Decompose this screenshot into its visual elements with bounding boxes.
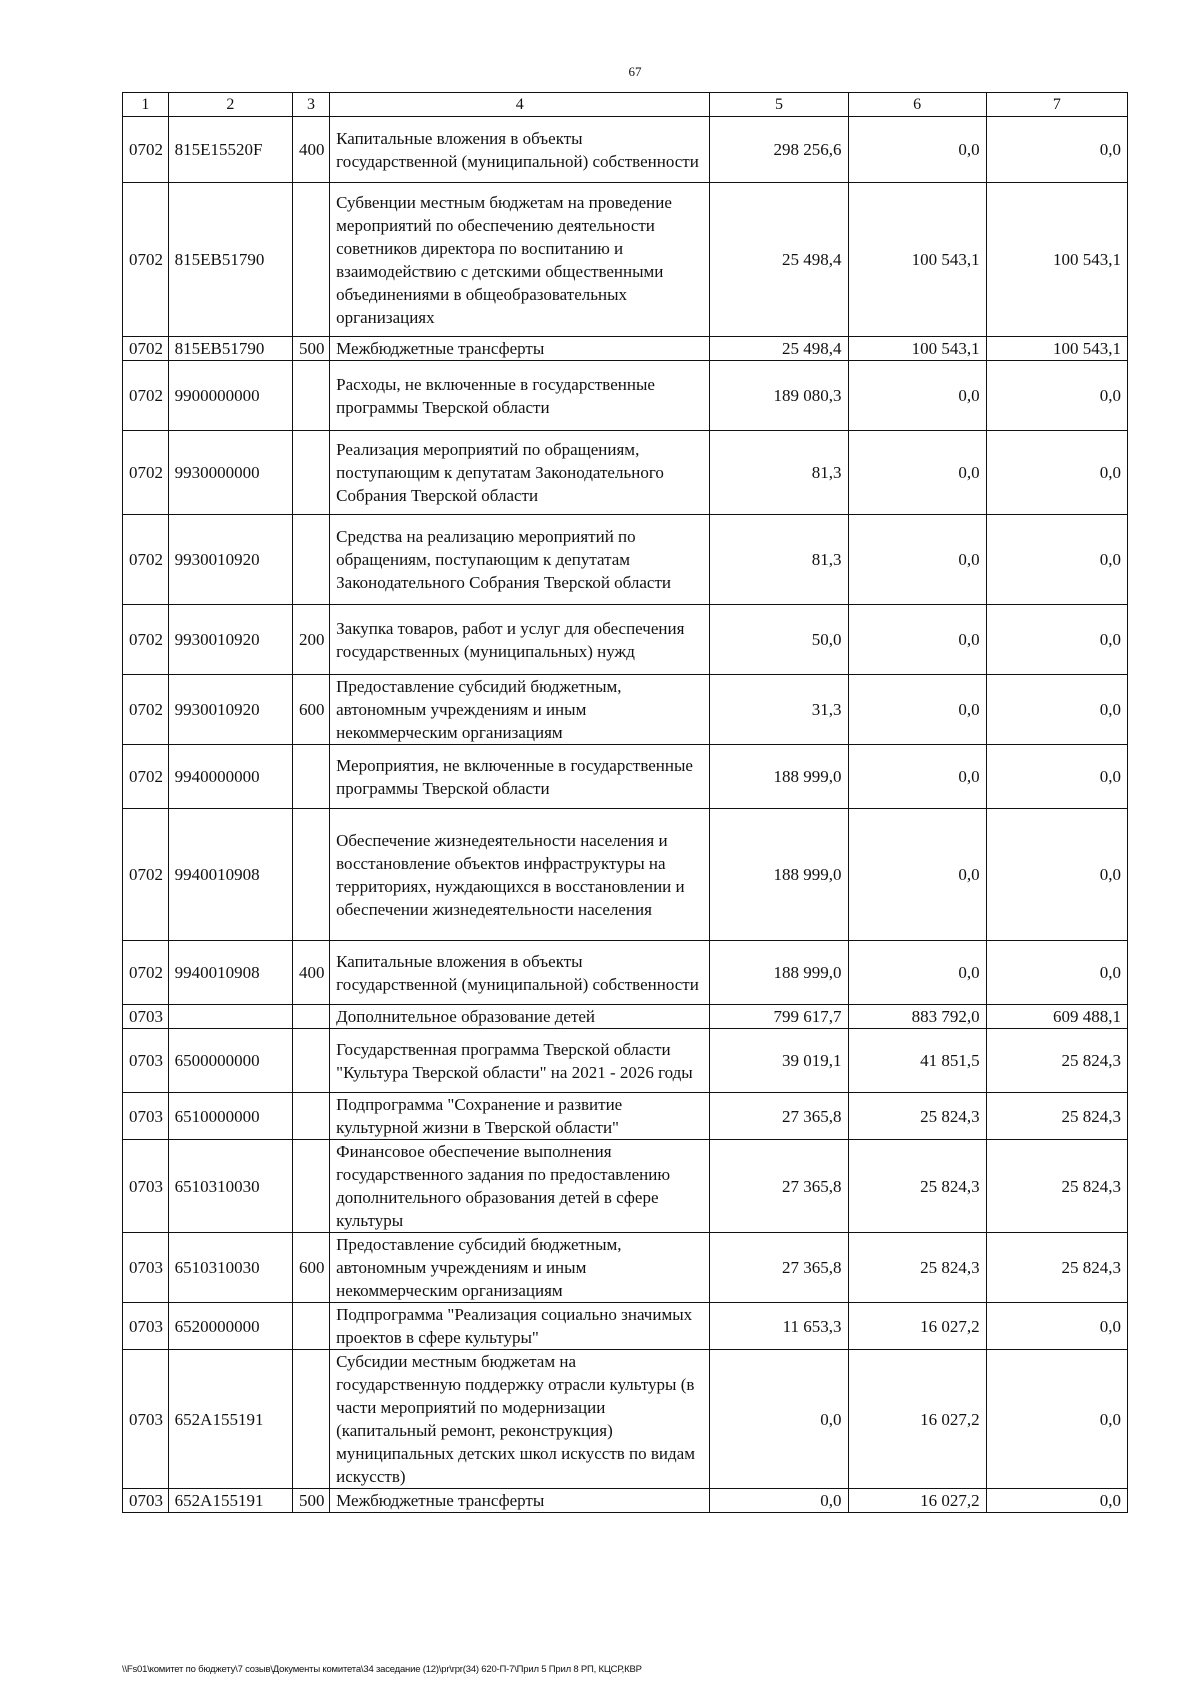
expense-type-code-cell [292, 1005, 329, 1029]
amount-2025-cell: 16 027,2 [848, 1350, 986, 1489]
section-code-cell: 0702 [123, 605, 169, 675]
amount-2025-cell: 25 824,3 [848, 1233, 986, 1303]
expense-type-code-cell [292, 515, 329, 605]
amount-2026-cell: 0,0 [986, 515, 1127, 605]
table-row [123, 745, 1128, 809]
amount-2026-cell: 0,0 [986, 1303, 1127, 1350]
expense-type-code-cell [292, 809, 329, 941]
amount-2024-cell: 799 617,7 [710, 1005, 848, 1029]
expense-type-code-cell [292, 1303, 329, 1350]
amount-2025-cell: 100 543,1 [848, 183, 986, 337]
item-name-cell: Финансовое обеспечение выполнения государственного задания по предоставлению дополнительного образования детей в сфере культуры [330, 1140, 710, 1233]
header-col-2: 2 [168, 93, 292, 117]
amount-2025-cell: 0,0 [848, 361, 986, 431]
section-code-cell: 0702 [123, 337, 169, 361]
budget-table [122, 92, 1128, 1513]
expense-type-code-cell: 500 [292, 1489, 329, 1513]
amount-2025-cell: 0,0 [848, 675, 986, 745]
item-name-cell: Капитальные вложения в объекты государственной (муниципальной) собственности [330, 117, 710, 183]
item-name-cell: Обеспечение жизнедеятельности населения и восстановление объектов инфраструктуры на территориях, нуждающихся в восстановлении и обеспечении жизнедеятельности населения [330, 809, 710, 941]
header-col-1: 1 [123, 93, 169, 117]
amount-2024-cell: 298 256,6 [710, 117, 848, 183]
section-code-cell: 0702 [123, 809, 169, 941]
expense-type-code-cell: 600 [292, 675, 329, 745]
section-code-cell: 0702 [123, 745, 169, 809]
target-article-code-cell: 652A155191 [168, 1489, 292, 1513]
expense-type-code-cell: 400 [292, 117, 329, 183]
target-article-code-cell: 6510310030 [168, 1233, 292, 1303]
expense-type-code-cell [292, 431, 329, 515]
expense-type-code-cell [292, 1350, 329, 1489]
table-row [123, 183, 1128, 337]
table-row [123, 605, 1128, 675]
section-code-cell: 0703 [123, 1350, 169, 1489]
amount-2025-cell: 0,0 [848, 117, 986, 183]
table-row [123, 1350, 1128, 1489]
section-code-cell: 0703 [123, 1029, 169, 1093]
table-row [123, 337, 1128, 361]
amount-2024-cell: 188 999,0 [710, 941, 848, 1005]
amount-2025-cell: 0,0 [848, 745, 986, 809]
item-name-cell: Межбюджетные трансферты [330, 1489, 710, 1513]
item-name-cell: Субсидии местным бюджетам на государственную поддержку отрасли культуры (в части мероприятий по модернизации (капитальный ремонт, реконструкция) муниципальных детских школ искусств по видам искусств) [330, 1350, 710, 1489]
item-name-cell: Межбюджетные трансферты [330, 337, 710, 361]
section-code-cell: 0703 [123, 1140, 169, 1233]
item-name-cell: Предоставление субсидий бюджетным, автономным учреждениям и иным некоммерческим организациям [330, 1233, 710, 1303]
amount-2024-cell: 31,3 [710, 675, 848, 745]
target-article-code-cell: 9930000000 [168, 431, 292, 515]
target-article-code-cell [168, 1005, 292, 1029]
table-row [123, 1005, 1128, 1029]
amount-2026-cell: 25 824,3 [986, 1093, 1127, 1140]
table-row [123, 1303, 1128, 1350]
amount-2026-cell: 0,0 [986, 809, 1127, 941]
section-code-cell: 0702 [123, 675, 169, 745]
amount-2026-cell: 0,0 [986, 745, 1127, 809]
table-row [123, 1029, 1128, 1093]
expense-type-code-cell: 400 [292, 941, 329, 1005]
table-row [123, 117, 1128, 183]
table-row [123, 1140, 1128, 1233]
item-name-cell: Реализация мероприятий по обращениям, поступающим к депутатам Законодательного Собрания Тверской области [330, 431, 710, 515]
expense-type-code-cell [292, 361, 329, 431]
section-code-cell: 0703 [123, 1489, 169, 1513]
amount-2024-cell: 11 653,3 [710, 1303, 848, 1350]
table-body [123, 117, 1128, 1513]
amount-2024-cell: 27 365,8 [710, 1140, 848, 1233]
section-code-cell: 0702 [123, 117, 169, 183]
table-row [123, 809, 1128, 941]
expense-type-code-cell [292, 1140, 329, 1233]
header-col-5: 5 [710, 93, 848, 117]
amount-2024-cell: 189 080,3 [710, 361, 848, 431]
target-article-code-cell: 9900000000 [168, 361, 292, 431]
section-code-cell: 0703 [123, 1093, 169, 1140]
amount-2026-cell: 25 824,3 [986, 1029, 1127, 1093]
item-name-cell: Государственная программа Тверской области "Культура Тверской области" на 2021 - 2026 годы [330, 1029, 710, 1093]
page-number: 67 [628, 64, 642, 79]
item-name-cell: Мероприятия, не включенные в государственные программы Тверской области [330, 745, 710, 809]
amount-2025-cell: 0,0 [848, 809, 986, 941]
target-article-code-cell: 6510310030 [168, 1140, 292, 1233]
table-row [123, 431, 1128, 515]
table-row [123, 1489, 1128, 1513]
amount-2026-cell: 100 543,1 [986, 337, 1127, 361]
amount-2025-cell: 0,0 [848, 605, 986, 675]
amount-2026-cell: 0,0 [986, 941, 1127, 1005]
expense-type-code-cell [292, 745, 329, 809]
expense-type-code-cell [292, 183, 329, 337]
item-name-cell: Средства на реализацию мероприятий по обращениям, поступающим к депутатам Законодательного Собрания Тверской области [330, 515, 710, 605]
header-col-4: 4 [330, 93, 710, 117]
expense-type-code-cell: 500 [292, 337, 329, 361]
amount-2025-cell: 0,0 [848, 941, 986, 1005]
amount-2024-cell: 0,0 [710, 1350, 848, 1489]
target-article-code-cell: 652A155191 [168, 1350, 292, 1489]
expense-type-code-cell: 200 [292, 605, 329, 675]
target-article-code-cell: 815EB51790 [168, 337, 292, 361]
amount-2024-cell: 25 498,4 [710, 183, 848, 337]
target-article-code-cell: 9940010908 [168, 941, 292, 1005]
section-code-cell: 0702 [123, 431, 169, 515]
item-name-cell: Расходы, не включенные в государственные программы Тверской области [330, 361, 710, 431]
section-code-cell: 0703 [123, 1303, 169, 1350]
amount-2025-cell: 0,0 [848, 515, 986, 605]
amount-2026-cell: 100 543,1 [986, 183, 1127, 337]
table-row [123, 361, 1128, 431]
amount-2026-cell: 0,0 [986, 1489, 1127, 1513]
header-col-6: 6 [848, 93, 986, 117]
table-row [123, 515, 1128, 605]
amount-2026-cell: 0,0 [986, 431, 1127, 515]
table-row [123, 1233, 1128, 1303]
target-article-code-cell: 9940000000 [168, 745, 292, 809]
table-row [123, 941, 1128, 1005]
item-name-cell: Подпрограмма "Реализация социально значимых проектов в сфере культуры" [330, 1303, 710, 1350]
section-code-cell: 0702 [123, 361, 169, 431]
header-row [123, 93, 1128, 117]
amount-2024-cell: 25 498,4 [710, 337, 848, 361]
item-name-cell: Субвенции местным бюджетам на проведение мероприятий по обеспечению деятельности советников директора по воспитанию и взаимодействию с детскими общественными объединениями в общеобразовательных организациях [330, 183, 710, 337]
section-code-cell: 0702 [123, 183, 169, 337]
header-col-7: 7 [986, 93, 1127, 117]
target-article-code-cell: 815EB51790 [168, 183, 292, 337]
amount-2024-cell: 0,0 [710, 1489, 848, 1513]
amount-2025-cell: 41 851,5 [848, 1029, 986, 1093]
item-name-cell: Дополнительное образование детей [330, 1005, 710, 1029]
target-article-code-cell: 9930010920 [168, 515, 292, 605]
header-col-3: 3 [292, 93, 329, 117]
footer-file-path: \\Fs01\комитет по бюджету\7 созыв\Документы комитета\34 заседание (12)\pr\rpr(34) 620-П-7\Прил 5 Прил 8 РП, КЦСР,КВР [122, 1664, 642, 1675]
target-article-code-cell: 9930010920 [168, 675, 292, 745]
section-code-cell: 0703 [123, 1233, 169, 1303]
target-article-code-cell: 815E15520F [168, 117, 292, 183]
amount-2024-cell: 188 999,0 [710, 809, 848, 941]
target-article-code-cell: 6520000000 [168, 1303, 292, 1350]
item-name-cell: Капитальные вложения в объекты государственной (муниципальной) собственности [330, 941, 710, 1005]
item-name-cell: Закупка товаров, работ и услуг для обеспечения государственных (муниципальных) нужд [330, 605, 710, 675]
amount-2025-cell: 0,0 [848, 431, 986, 515]
amount-2024-cell: 39 019,1 [710, 1029, 848, 1093]
item-name-cell: Подпрограмма "Сохранение и развитие культурной жизни в Тверской области" [330, 1093, 710, 1140]
amount-2026-cell: 25 824,3 [986, 1140, 1127, 1233]
target-article-code-cell: 9940010908 [168, 809, 292, 941]
target-article-code-cell: 6510000000 [168, 1093, 292, 1140]
target-article-code-cell: 9930010920 [168, 605, 292, 675]
expense-type-code-cell [292, 1093, 329, 1140]
amount-2024-cell: 81,3 [710, 431, 848, 515]
expense-type-code-cell: 600 [292, 1233, 329, 1303]
section-code-cell: 0702 [123, 515, 169, 605]
item-name-cell: Предоставление субсидий бюджетным, автономным учреждениям и иным некоммерческим организациям [330, 675, 710, 745]
amount-2026-cell: 0,0 [986, 117, 1127, 183]
table-row [123, 675, 1128, 745]
amount-2026-cell: 25 824,3 [986, 1233, 1127, 1303]
amount-2025-cell: 25 824,3 [848, 1140, 986, 1233]
section-code-cell: 0703 [123, 1005, 169, 1029]
amount-2024-cell: 50,0 [710, 605, 848, 675]
amount-2025-cell: 25 824,3 [848, 1093, 986, 1140]
amount-2025-cell: 16 027,2 [848, 1489, 986, 1513]
amount-2026-cell: 0,0 [986, 1350, 1127, 1489]
amount-2026-cell: 0,0 [986, 675, 1127, 745]
amount-2024-cell: 27 365,8 [710, 1233, 848, 1303]
table-row [123, 1093, 1128, 1140]
amount-2026-cell: 0,0 [986, 605, 1127, 675]
amount-2026-cell: 0,0 [986, 361, 1127, 431]
amount-2024-cell: 27 365,8 [710, 1093, 848, 1140]
amount-2025-cell: 16 027,2 [848, 1303, 986, 1350]
amount-2025-cell: 100 543,1 [848, 337, 986, 361]
amount-2024-cell: 81,3 [710, 515, 848, 605]
section-code-cell: 0702 [123, 941, 169, 1005]
amount-2024-cell: 188 999,0 [710, 745, 848, 809]
amount-2026-cell: 609 488,1 [986, 1005, 1127, 1029]
amount-2025-cell: 883 792,0 [848, 1005, 986, 1029]
expense-type-code-cell [292, 1029, 329, 1093]
target-article-code-cell: 6500000000 [168, 1029, 292, 1093]
